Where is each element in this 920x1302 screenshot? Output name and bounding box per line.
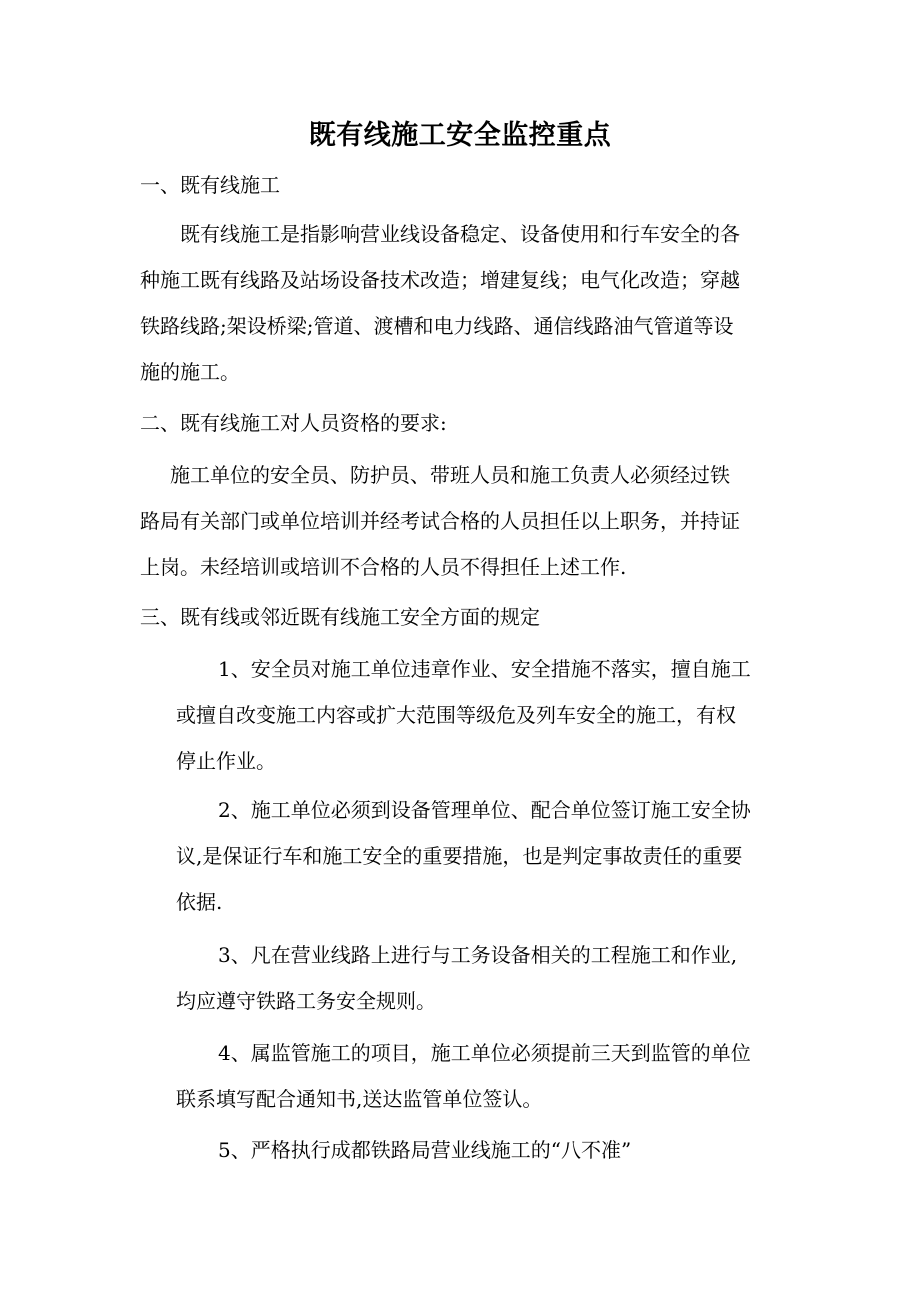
document-title: 既有线施工安全监控重点 <box>308 120 612 151</box>
rule-line: 均应遵守铁路工务安全规则。 <box>176 989 436 1013</box>
rule-line: 5、严格执行成都铁路局营业线施工的“八不准” <box>218 1138 632 1162</box>
paragraph-line: 路局有关部门或单位培训并经考试合格的人员担任以上职务，并持证 <box>140 509 740 533</box>
rule-item-3 <box>140 932 780 1024</box>
rule-line: 联系填写配合通知书,送达监管单位签认。 <box>176 1087 543 1111</box>
paragraph-line: 既有线施工是指影响营业线设备稳定、设备使用和行车安全的各 <box>180 222 740 246</box>
rule-item-5 <box>140 1127 780 1173</box>
rule-line: 1、安全员对施工单位违章作业、安全措施不落实，擅自施工 <box>218 657 751 681</box>
section-1-paragraph <box>140 211 780 395</box>
paragraph-line: 施的施工。 <box>140 360 240 384</box>
rule-item-1 <box>140 646 780 784</box>
rule-line: 依据. <box>176 890 223 914</box>
paragraph-line: 上岗。未经培训或培训不合格的人员不得担任上述工作. <box>140 555 627 579</box>
rule-item-4 <box>140 1030 780 1122</box>
paragraph-line: 铁路线路;架设桥梁;管道、渡槽和电力线路、通信线路油气管道等设 <box>140 314 734 338</box>
paragraph-line: 种施工既有线路及站场设备技术改造；增建复线；电气化改造；穿越 <box>140 268 740 292</box>
rule-line: 3、凡在营业线路上进行与工务设备相关的工程施工和作业, <box>218 943 738 967</box>
rule-item-2 <box>140 787 780 925</box>
paragraph-line: 施工单位的安全员、防护员、带班人员和施工负责人必须经过铁 <box>170 463 730 487</box>
rule-line: 2、施工单位必须到设备管理单位、配合单位签订施工安全协 <box>218 798 751 822</box>
rule-line: 4、属监管施工的项目，施工单位必须提前三天到监管的单位 <box>218 1041 751 1065</box>
section-heading-2: 二、既有线施工对人员资格的要求: <box>140 411 447 435</box>
section-heading-1: 一、既有线施工 <box>140 173 280 197</box>
rule-line: 议,是保证行车和施工安全的重要措施，也是判定事故责任的重要 <box>176 844 743 868</box>
section-2-paragraph <box>140 452 780 590</box>
section-heading-3: 三、既有线或邻近既有线施工安全方面的规定 <box>140 605 540 629</box>
rule-line: 或擅自改变施工内容或扩大范围等级危及列车安全的施工，有权 <box>176 703 736 727</box>
rule-line: 停止作业。 <box>176 749 276 773</box>
